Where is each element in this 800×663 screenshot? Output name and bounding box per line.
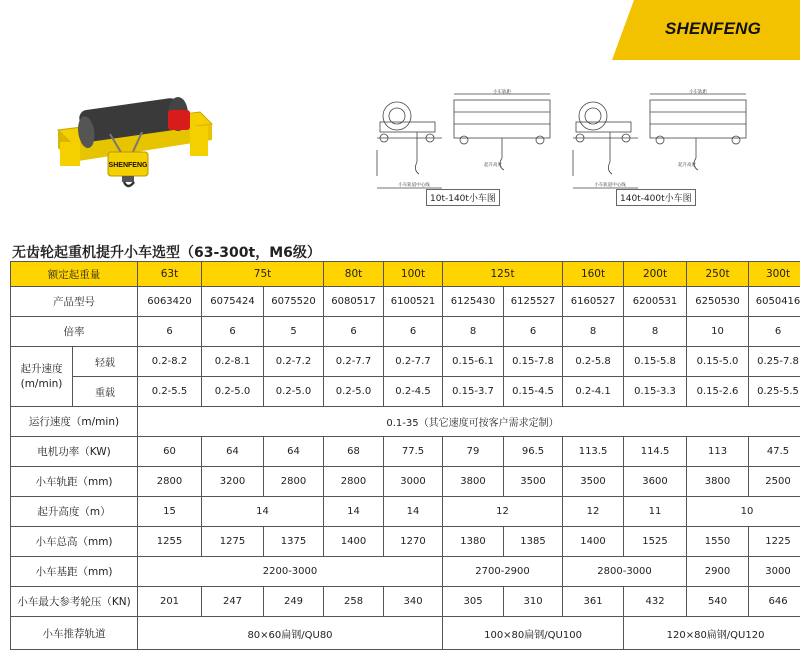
model-cell: 6160527 — [563, 287, 624, 317]
wheel-load-cell: 540 — [687, 587, 749, 617]
model-cell: 6050416 — [749, 287, 800, 317]
light-cell: 0.2-8.1 — [202, 347, 264, 377]
model-cell: 6200531 — [624, 287, 687, 317]
ratio-cell: 8 — [563, 317, 624, 347]
spec-table — [10, 261, 800, 650]
power-cell: 64 — [202, 437, 264, 467]
height-cell: 14 — [324, 497, 384, 527]
total-height-cell: 1255 — [138, 527, 202, 557]
power-cell: 113.5 — [563, 437, 624, 467]
heavy-cell: 0.15-3.7 — [443, 377, 504, 407]
model-cell: 6075520 — [264, 287, 324, 317]
wheel-load-cell: 201 — [138, 587, 202, 617]
rail-row — [11, 617, 800, 650]
gauge-cell: 2800 — [264, 467, 324, 497]
model-cell: 6075424 — [202, 287, 264, 317]
height-cell: 14 — [202, 497, 324, 527]
trolley-product-photo — [50, 82, 220, 192]
page-title: 无齿轮起重机提升小车选型（63-300t，M6级） — [12, 245, 321, 261]
power-cell: 79 — [443, 437, 504, 467]
light-cell: 0.15-6.1 — [443, 347, 504, 377]
wheel-load-cell: 340 — [384, 587, 443, 617]
travel-speed-value: 0.1-35（其它速度可按客户需求定制） — [138, 407, 800, 437]
model-cell: 6063420 — [138, 287, 202, 317]
height-cell: 12 — [443, 497, 563, 527]
heavy-load-label: 重载 — [73, 377, 138, 407]
rated-cell: 300t — [749, 262, 800, 287]
wheel-load-cell: 646 — [749, 587, 800, 617]
heavy-cell: 0.25-5.5 — [749, 377, 800, 407]
model-label: 产品型号 — [11, 287, 138, 317]
model-cell: 6250530 — [687, 287, 749, 317]
model-cell: 6125527 — [504, 287, 563, 317]
drawing-1-bottom-label: 小车轨道中心线 — [398, 183, 430, 188]
total-height-cell: 1275 — [202, 527, 264, 557]
drawing-1-caption: 10t-140t小车图 — [426, 189, 500, 206]
wheel-load-label: 小车最大参考轮压（KN) — [11, 587, 138, 617]
light-cell: 0.2-8.2 — [138, 347, 202, 377]
light-cell: 0.25-7.8 — [749, 347, 800, 377]
ratio-cell: 6 — [138, 317, 202, 347]
light-load-label: 轻载 — [73, 347, 138, 377]
ratio-row — [11, 317, 800, 347]
light-cell: 0.2-5.8 — [563, 347, 624, 377]
heavy-load-row — [11, 377, 800, 407]
lift-height-label: 起升高度（m） — [11, 497, 138, 527]
light-cell: 0.15-7.8 — [504, 347, 563, 377]
motor-power-row — [11, 437, 800, 467]
ratio-cell: 10 — [687, 317, 749, 347]
model-cell: 6080517 — [324, 287, 384, 317]
height-cell: 15 — [138, 497, 202, 527]
gauge-cell: 2800 — [138, 467, 202, 497]
total-height-cell: 1225 — [749, 527, 800, 557]
ratio-label: 倍率 — [11, 317, 138, 347]
total-height-row — [11, 527, 800, 557]
total-height-cell: 1400 — [324, 527, 384, 557]
drawing-1-top-label: 小车轨距 — [493, 90, 511, 95]
gauge-cell: 3200 — [202, 467, 264, 497]
rated-cell: 125t — [443, 262, 563, 287]
rail-label: 小车推荐轨道 — [11, 617, 138, 650]
trolley-drawing-large — [568, 88, 753, 203]
wheel-load-cell: 432 — [624, 587, 687, 617]
heavy-cell: 0.2-5.5 — [138, 377, 202, 407]
total-height-cell: 1380 — [443, 527, 504, 557]
gauge-cell: 3600 — [624, 467, 687, 497]
total-height-label: 小车总高（mm) — [11, 527, 138, 557]
rated-capacity-label: 额定起重量 — [11, 262, 138, 287]
lift-speed-label: 起升速度 (m/min) — [11, 347, 73, 407]
heavy-cell: 0.15-3.3 — [624, 377, 687, 407]
ratio-cell: 6 — [384, 317, 443, 347]
power-cell: 47.5 — [749, 437, 800, 467]
light-cell: 0.15-5.8 — [624, 347, 687, 377]
rail-cell: 120×80扁钢/QU120 — [624, 617, 800, 650]
gauge-cell: 2500 — [749, 467, 800, 497]
wheelbase-cell: 3000 — [749, 557, 800, 587]
ratio-cell: 6 — [504, 317, 563, 347]
drawing-1-side-label: 起升高度 — [484, 163, 502, 168]
drawing-2-caption: 140t-400t小车图 — [616, 189, 696, 206]
heavy-cell: 0.2-5.0 — [264, 377, 324, 407]
light-cell: 0.2-7.7 — [324, 347, 384, 377]
ratio-cell: 8 — [443, 317, 504, 347]
gauge-cell: 3500 — [504, 467, 563, 497]
drawing-2-top-label: 小车轨距 — [689, 90, 707, 95]
wheelbase-label: 小车基距（mm) — [11, 557, 138, 587]
light-cell: 0.2-7.2 — [264, 347, 324, 377]
light-load-row — [11, 347, 800, 377]
wheel-load-cell: 249 — [264, 587, 324, 617]
rated-cell: 80t — [324, 262, 384, 287]
wheel-load-cell: 258 — [324, 587, 384, 617]
rated-cell: 75t — [202, 262, 324, 287]
heavy-cell: 0.15-4.5 — [504, 377, 563, 407]
wheel-load-cell: 361 — [563, 587, 624, 617]
model-cell: 6125430 — [443, 287, 504, 317]
heavy-cell: 0.2-5.0 — [324, 377, 384, 407]
power-cell: 113 — [687, 437, 749, 467]
wheelbase-cell: 2900 — [687, 557, 749, 587]
rated-cell: 160t — [563, 262, 624, 287]
gauge-cell: 3500 — [563, 467, 624, 497]
model-row — [11, 287, 800, 317]
rated-capacity-row — [11, 262, 800, 287]
light-cell: 0.15-5.0 — [687, 347, 749, 377]
drawing-2-bottom-label: 小车轨道中心线 — [594, 183, 626, 188]
heavy-cell: 0.2-5.0 — [202, 377, 264, 407]
power-cell: 64 — [264, 437, 324, 467]
total-height-cell: 1270 — [384, 527, 443, 557]
wheelbase-cell: 2700-2900 — [443, 557, 563, 587]
rail-cell: 80×60扁钢/QU80 — [138, 617, 443, 650]
wheelbase-cell: 2200-3000 — [138, 557, 443, 587]
brand-logo: SHENFENG — [665, 19, 762, 38]
power-cell: 96.5 — [504, 437, 563, 467]
travel-speed-label: 运行速度（m/min) — [11, 407, 138, 437]
power-cell: 77.5 — [384, 437, 443, 467]
rated-cell: 250t — [687, 262, 749, 287]
power-cell: 60 — [138, 437, 202, 467]
wheel-load-cell: 247 — [202, 587, 264, 617]
gauge-cell: 2800 — [324, 467, 384, 497]
gauge-cell: 3800 — [687, 467, 749, 497]
ratio-cell: 6 — [202, 317, 264, 347]
wheel-load-cell: 305 — [443, 587, 504, 617]
total-height-cell: 1385 — [504, 527, 563, 557]
wheel-load-cell: 310 — [504, 587, 563, 617]
wheelbase-cell: 2800-3000 — [563, 557, 687, 587]
motor-power-label: 电机功率（KW) — [11, 437, 138, 467]
light-cell: 0.2-7.7 — [384, 347, 443, 377]
rated-cell: 200t — [624, 262, 687, 287]
height-cell: 12 — [563, 497, 624, 527]
height-cell: 11 — [624, 497, 687, 527]
wheelbase-row — [11, 557, 800, 587]
drawing-2-side-label: 起升高度 — [678, 163, 696, 168]
photo-brand-label: SHENFENG — [108, 162, 148, 169]
ratio-cell: 6 — [324, 317, 384, 347]
total-height-cell: 1550 — [687, 527, 749, 557]
heavy-cell: 0.2-4.5 — [384, 377, 443, 407]
total-height-cell: 1525 — [624, 527, 687, 557]
heavy-cell: 0.15-2.6 — [687, 377, 749, 407]
rated-cell: 63t — [138, 262, 202, 287]
trolley-drawing-small — [372, 88, 557, 203]
wheel-load-row — [11, 587, 800, 617]
trolley-gauge-row — [11, 467, 800, 497]
rail-cell: 100×80扁钢/QU100 — [443, 617, 624, 650]
power-cell: 114.5 — [624, 437, 687, 467]
power-cell: 68 — [324, 437, 384, 467]
total-height-cell: 1375 — [264, 527, 324, 557]
ratio-cell: 8 — [624, 317, 687, 347]
ratio-cell: 5 — [264, 317, 324, 347]
lift-height-row — [11, 497, 800, 527]
gauge-cell: 3800 — [443, 467, 504, 497]
height-cell: 14 — [384, 497, 443, 527]
model-cell: 6100521 — [384, 287, 443, 317]
trolley-gauge-label: 小车轨距（mm) — [11, 467, 138, 497]
gauge-cell: 3000 — [384, 467, 443, 497]
rated-cell: 100t — [384, 262, 443, 287]
heavy-cell: 0.2-4.1 — [563, 377, 624, 407]
total-height-cell: 1400 — [563, 527, 624, 557]
ratio-cell: 6 — [749, 317, 800, 347]
height-cell: 10 — [687, 497, 800, 527]
travel-speed-row — [11, 407, 800, 437]
